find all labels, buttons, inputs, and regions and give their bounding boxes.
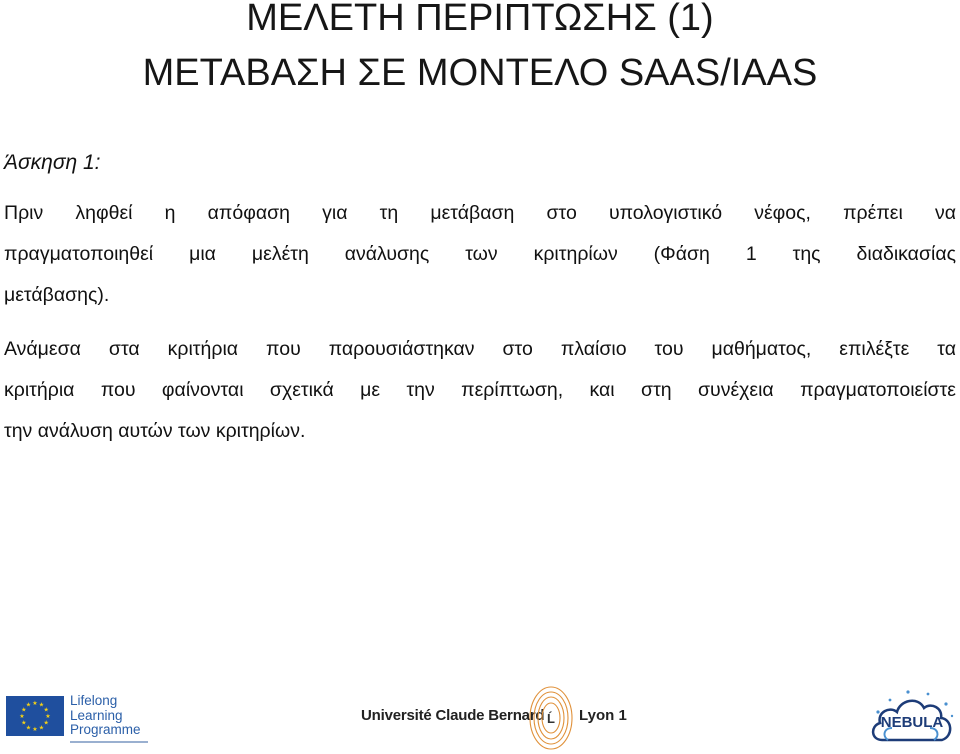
- paragraph-line: Πριν ληφθεί η απόφαση για τη μετάβαση στο υπολογιστικό νέφος, πρέπει να: [4, 202, 956, 224]
- university-name: Université Claude Bernard: [361, 707, 545, 724]
- paragraph-line: την ανάλυση αυτών των κριτηρίων.: [4, 420, 306, 442]
- svg-text:★: ★: [19, 713, 25, 720]
- paragraph-line: μετάβασης).: [4, 284, 110, 306]
- svg-text:★: ★: [43, 719, 49, 727]
- paragraph-task: [4, 329, 956, 452]
- svg-text:★: ★: [32, 700, 38, 707]
- svg-text:★: ★: [25, 724, 32, 732]
- llp-line: Lifelong: [70, 693, 118, 708]
- eu-flag-icon: [6, 696, 64, 736]
- llp-line: Programme: [70, 722, 141, 737]
- llp-underline: [70, 741, 148, 743]
- svg-text:★: ★: [21, 706, 27, 714]
- svg-text:★: ★: [43, 706, 49, 714]
- exercise-label: Άσκηση 1:: [4, 151, 101, 174]
- slide-title-line2: ΜΕΤΑΒΑΣΗ ΣΕ ΜΟΝΤΕΛΟ SAAS/IAAS: [142, 52, 818, 94]
- slide-title-line1: ΜΕΛΕΤΗ ΠΕΡΙΠΤΩΣΗΣ (1): [246, 0, 714, 39]
- lifelong-learning-logo-text: [70, 694, 141, 738]
- svg-text:★: ★: [21, 719, 27, 727]
- svg-text:Ĺ: Ĺ: [547, 711, 555, 726]
- svg-text:★: ★: [25, 701, 32, 709]
- nebula-label: NEBULA: [880, 714, 944, 731]
- svg-text:★: ★: [45, 713, 51, 720]
- paragraph-line: κριτήρια που φαίνονται σχετικά με την περίπτωση, και στη συνέχεια πραγματοποιείστε: [4, 379, 956, 401]
- svg-text:★: ★: [38, 724, 45, 732]
- footer-logos: [0, 680, 960, 754]
- paragraph-line: Ανάμεσα στα κριτήρια που παρουσιάστηκαν στο πλαίσιο του μαθήματος, επιλέξτε τα: [4, 338, 956, 360]
- svg-text:★: ★: [32, 726, 38, 733]
- svg-text:★: ★: [38, 701, 45, 709]
- university-name-suffix: Lyon 1: [579, 707, 627, 724]
- university-seal-icon: [528, 682, 574, 750]
- llp-line: Learning: [70, 707, 123, 723]
- paragraph-line: πραγματοποιηθεί μια μελέτη ανάλυσης των κριτηρίων (Φάση 1 της διαδικασίας: [4, 243, 956, 265]
- paragraph-intro: [4, 193, 956, 316]
